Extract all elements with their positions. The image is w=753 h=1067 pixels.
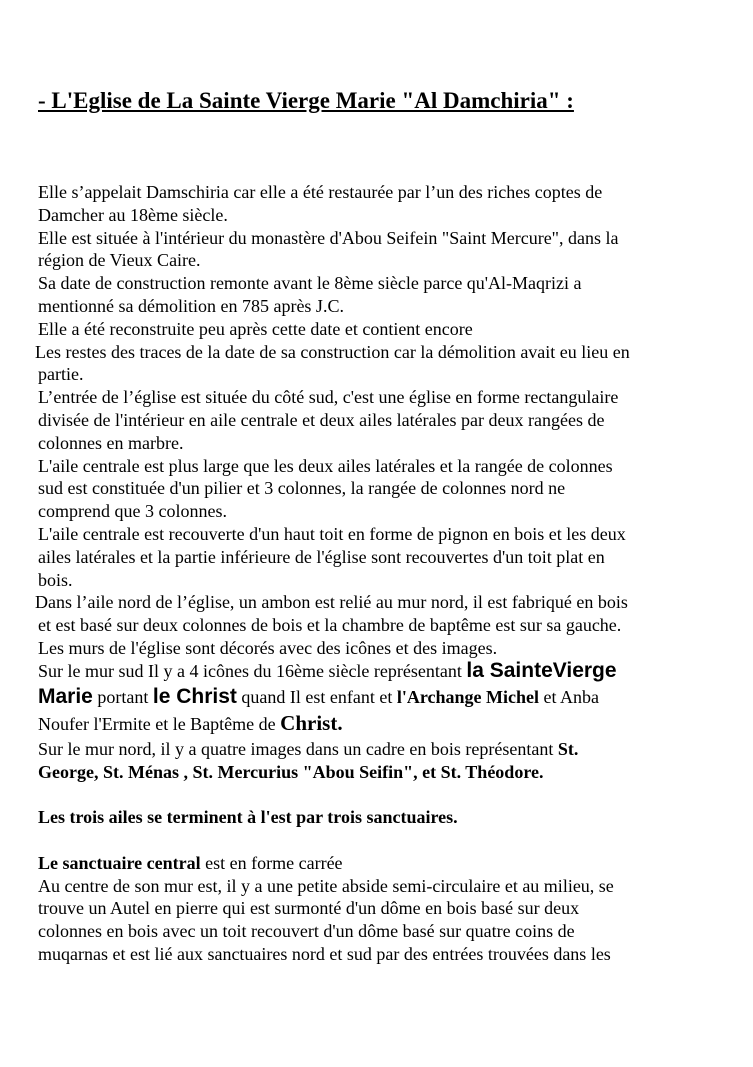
text-line: Sa date de construction remonte avant le 8ème siècle parce qu'Al-Maqrizi a [38,273,582,294]
north-text: Sur le mur nord, il y a quatre images dans un cadre en bois représentant [38,738,558,759]
text-line: L’entrée de l’église est située du côté sud, c'est une église en forme rectangulaire [38,387,619,408]
paragraph-gap [0,829,753,852]
text-line: Damcher au 18ème siècle. [38,204,228,225]
icons-line-3 [0,712,753,738]
document-body [0,181,753,966]
icons-text: Noufer l'Ermite et le Baptême de [38,713,281,734]
document-title: - L'Eglise de La Sainte Vierge Marie "Al Damchiria" : [38,88,574,113]
bold-heading: Le sanctuaire central [38,852,201,873]
text-line: muqarnas et est lié aux sanctuaires nord et sud par des entrées trouvées dans les [38,943,611,964]
icons-text: quand Il est enfant et [236,686,397,707]
text-line: partie. [38,364,84,385]
text-line: région de Vieux Caire. [38,250,201,271]
text-line: comprend que 3 colonnes. [38,501,227,522]
text-line: Elle a été reconstruite peu après cette date et contient encore [38,318,473,339]
text-line: Elle est située à l'intérieur du monastère d'Abou Seifein "Saint Mercure", dans la [38,227,619,248]
text-line: divisée de l'intérieur en aile centrale et deux ailes latérales par deux rangées de [38,409,605,430]
paragraph-gap [0,783,753,806]
icons-text: Sur le mur sud Il y a 4 icônes du 16ème siècle représentant [38,660,467,681]
bold-name: l'Archange Michel [396,686,539,707]
bold-name: Marie [38,684,93,708]
sanctuary-text: est en forme carrée [200,852,343,873]
text-line: ailes latérales et la partie inférieure de l'église sont recouvertes d'un toit plat en [38,546,605,567]
bold-name: la SainteVierge [466,658,617,682]
text-line: trouve un Autel en pierre qui est surmonté d'un dôme en bois basé sur deux [38,898,580,919]
bold-name: St. [557,738,579,759]
text-line: sud est constituée d'un pilier et 3 colonnes, la rangée de colonnes nord ne [38,478,566,499]
wings-line: Les trois ailes se terminent à l'est par trois sanctuaires. [38,807,458,828]
text-line: mentionné sa démolition en 785 après J.C. [38,295,344,316]
north-line-1 [0,738,753,761]
icons-line-2 [0,686,753,712]
icons-text: portant [92,686,153,707]
text-line: L'aile centrale est plus large que les deux ailes latérales et la rangée de colonnes [38,455,613,476]
text-line: colonnes en bois avec un toit recouvert d'un dôme basé sur quatre coins de [38,921,575,942]
bold-name: Christ. [280,710,343,735]
bold-name: le Christ [152,684,237,708]
north-line-2: George, St. Ménas , St. Mercurius "Abou Seifin", et St. Théodore. [38,761,544,782]
text-line: L'aile centrale est recouverte d'un haut toit en forme de pignon en bois et les deux [38,523,626,544]
text-line: Dans l’aile nord de l’église, un ambon est relié au mur nord, il est fabriqué en bois [35,592,628,613]
text-line: et est basé sur deux colonnes de bois et la chambre de baptême est sur sa gauche. [38,615,622,636]
text-line: Elle s’appelait Damschiria car elle a été restaurée par l’un des riches coptes de [38,182,603,202]
icons-line-1 [0,660,753,686]
text-line: bois. [38,569,73,590]
text-line: colonnes en marbre. [38,432,184,453]
text-line: Les restes des traces de la date de sa construction car la démolition avait eu lieu en [35,341,630,362]
sanctuary-line-1 [0,852,753,875]
text-line: Les murs de l'église sont décorés avec des icônes et des images. [38,637,498,658]
icons-text: et Anba [539,686,599,707]
text-line: Au centre de son mur est, il y a une petite abside semi-circulaire et au milieu, se [38,875,614,896]
